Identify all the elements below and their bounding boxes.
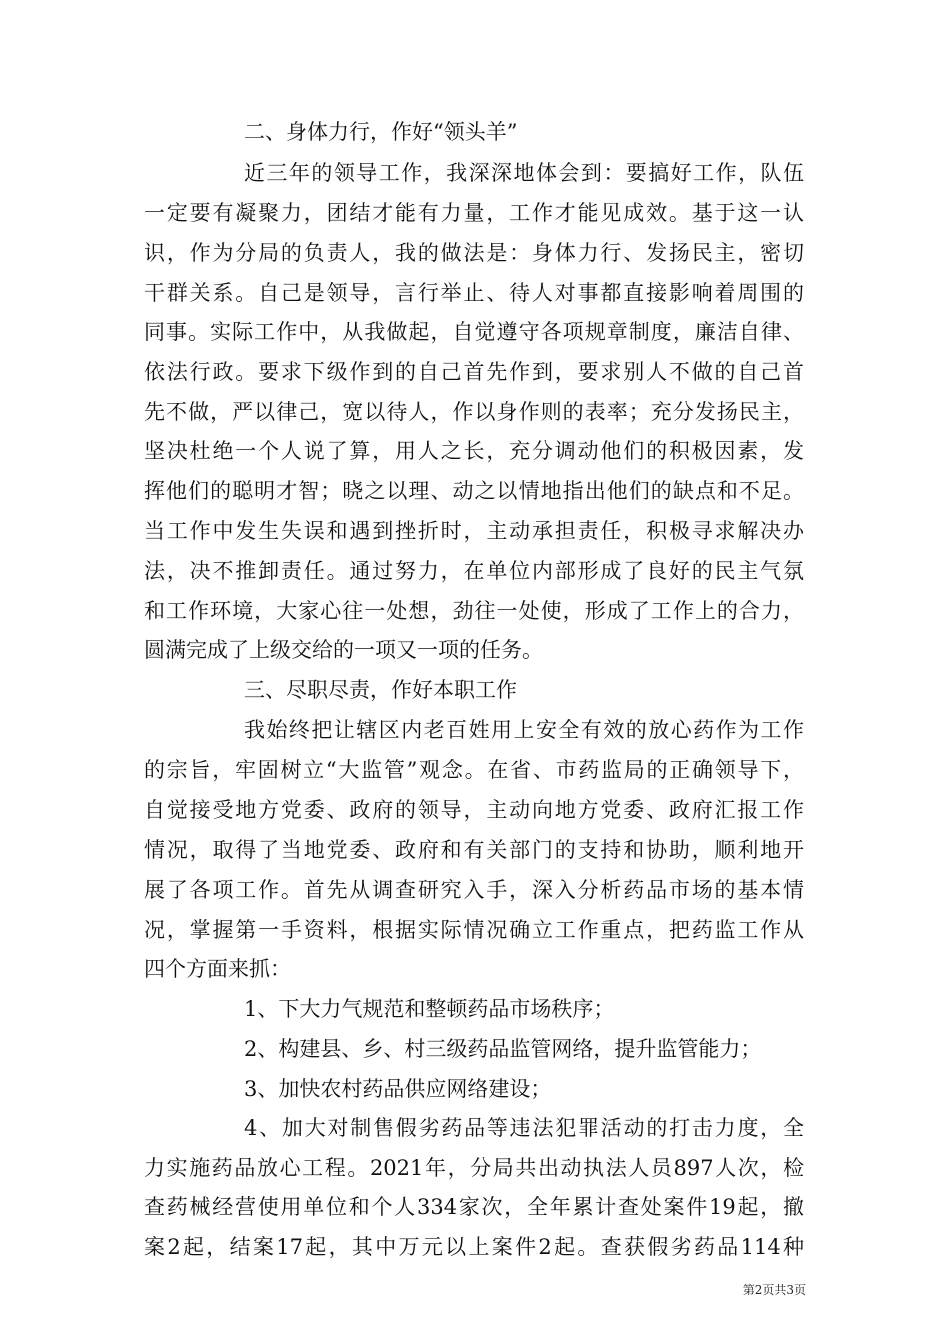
list-item-4: 4、加大对制售假劣药品等违法犯罪活动的打击力度，全 bbox=[244, 1116, 804, 1140]
page-number: 第2页共3页 bbox=[742, 1283, 806, 1297]
paragraph-line: 先不做，严以律己，宽以待人，作以身作则的表率；充分发扬民主， bbox=[144, 400, 804, 424]
paragraph-line: 展了各项工作。首先从调查研究入手，深入分析药品市场的基本情 bbox=[144, 878, 804, 902]
list-item-3: 3、加快农村药品供应网络建设； bbox=[244, 1077, 552, 1101]
paragraph-line: 和工作环境，大家心往一处想，劲往一处使，形成了工作上的合力， bbox=[144, 599, 804, 623]
paragraph-line: 力实施药品放心工程。2021年，分局共出动执法人员897人次，检 bbox=[144, 1156, 804, 1180]
paragraph-line: 案2起，结案17起，其中万元以上案件2起。查获假劣药品114种 bbox=[144, 1235, 804, 1259]
paragraph-line: 四个方面来抓： bbox=[144, 957, 291, 981]
paragraph-line: 法，决不推卸责任。通过努力，在单位内部形成了良好的民主气氛 bbox=[144, 559, 804, 583]
section-heading-3: 三、尽职尽责，作好本职工作 bbox=[244, 678, 517, 702]
paragraph-line: 依法行政。要求下级作到的自己首先作到，要求别人不做的自己首 bbox=[144, 360, 804, 384]
paragraph-line: 查药械经营使用单位和个人334家次，全年累计查处案件19起，撤 bbox=[144, 1195, 804, 1219]
paragraph-line: 的宗旨，牢固树立“大监管”观念。在省、市药监局的正确领导下， bbox=[144, 758, 804, 782]
paragraph-line: 坚决杜绝一个人说了算，用人之长，充分调动他们的积极因素，发 bbox=[144, 439, 804, 463]
paragraph-line: 我始终把让辖区内老百姓用上安全有效的放心药作为工作 bbox=[244, 718, 804, 742]
list-item-2: 2、构建县、乡、村三级药品监管网络，提升监管能力； bbox=[244, 1037, 762, 1061]
paragraph-line: 一定要有凝聚力，团结才能有力量，工作才能见成效。基于这一认 bbox=[144, 201, 804, 225]
paragraph-line: 圆满完成了上级交给的一项又一项的任务。 bbox=[144, 638, 543, 662]
paragraph-line: 同事。实际工作中，从我做起，自觉遵守各项规章制度，廉洁自律、 bbox=[144, 320, 804, 344]
paragraph-line: 干群关系。自己是领导，言行举止、待人对事都直接影响着周围的 bbox=[144, 281, 804, 305]
paragraph-line: 自觉接受地方党委、政府的领导，主动向地方党委、政府汇报工作 bbox=[144, 798, 804, 822]
paragraph-line: 当工作中发生失误和遇到挫折时，主动承担责任，积极寻求解决办 bbox=[144, 519, 804, 543]
list-item-1: 1、下大力气规范和整顿药品市场秩序； bbox=[244, 997, 615, 1021]
paragraph-line: 挥他们的聪明才智；晓之以理、动之以情地指出他们的缺点和不足。 bbox=[144, 479, 804, 503]
paragraph-line: 情况，取得了当地党委、政府和有关部门的支持和协助，顺利地开 bbox=[144, 838, 804, 862]
section-heading-2: 二、身体力行，作好“领头羊” bbox=[244, 120, 518, 144]
paragraph-line: 近三年的领导工作，我深深地体会到：要搞好工作，队伍 bbox=[244, 161, 804, 185]
paragraph-line: 识，作为分局的负责人，我的做法是：身体力行、发扬民主，密切 bbox=[144, 241, 804, 265]
paragraph-line: 况，掌握第一手资料，根据实际情况确立工作重点，把药监工作从 bbox=[144, 918, 804, 942]
